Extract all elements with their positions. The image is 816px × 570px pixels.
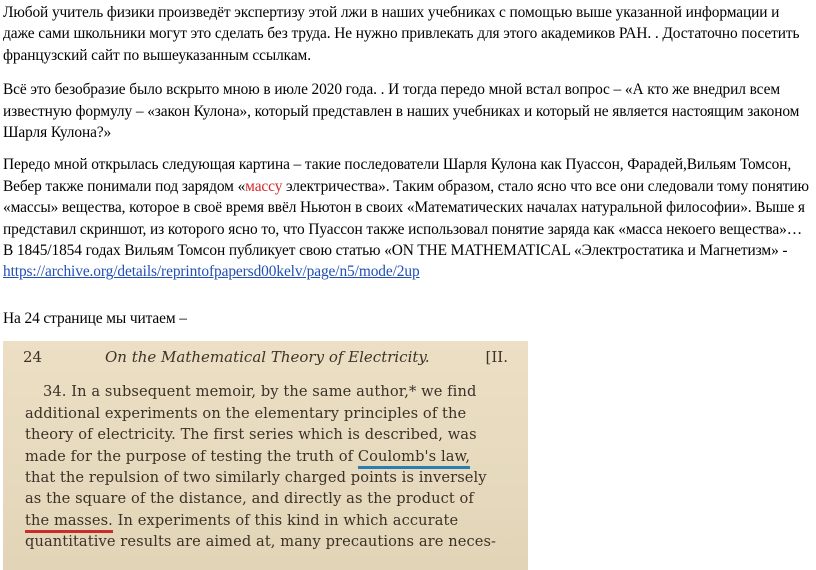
scan-line: quantitative results are aimed at, many precautions are neces- [25, 533, 497, 551]
scan-line: additional experiments on the elementary principles of the [25, 404, 467, 422]
underlined-the-masses: the masses. [25, 512, 113, 533]
paragraph-4: На 24 странице мы читаем – [3, 309, 187, 327]
underlined-coulombs-law: Coulomb's law, [358, 448, 470, 469]
archive-link[interactable]: https://archive.org/details/reprintofpapersd00kelv/page/n5/mode/2up [3, 263, 420, 281]
scan-line: as the square of the distance, and directly as the product of [25, 490, 474, 508]
scan-page-number: 24 [23, 348, 43, 367]
scan-text-block [25, 381, 515, 552]
scan-line: theory of electricity. The first series which is described, was [25, 426, 477, 444]
book-page-scan [3, 341, 528, 570]
scan-line [25, 446, 515, 467]
paragraph-3 [3, 154, 813, 282]
paragraph-3-text-start: Передо мной открылась следующая картина – такие последователи Шарля Кулона как Пуассон, Фарадей,Вильям Томсон, Вебер также понимали под зарядом « [3, 156, 792, 195]
scan-line: 34. In a subsequent memoir, by the same author,* we find [43, 383, 477, 401]
scan-running-title: On the Mathematical Theory of Electricity. [105, 348, 430, 367]
scan-line-text: In experiments of this kind in which accurate [112, 511, 459, 529]
scan-line: that the repulsion of two similarly charged points is inversely [25, 468, 487, 486]
scan-line [25, 510, 515, 531]
paragraph-2: Всё это безобразие было вскрыто мною в июле 2020 года. . И тогда передо мной встал вопрос – «А кто же внедрил всем известную формулу – «закон Кулона», который представлен в наших учебниках и который не является настоящим законом Шарля Кулона?» [3, 81, 800, 142]
scan-header [23, 348, 518, 370]
paragraph-1: Любой учитель физики произведёт экспертизу этой лжи в наших учебниках с помощью выше указанной информации и даже сами школьники могут это сделать без труда. Не нужно привлекать для этого академиков РАН. . Достаточно посетить французский сайт по вышеуказанным ссылкам. [3, 4, 800, 64]
scan-section-mark: [II. [485, 348, 508, 367]
scan-line-text: made for the purpose of testing the truth of [25, 447, 358, 465]
paragraph-3-text-middle: электричества». Таким образом, стало ясно что все они следовали тому понятию «массы» вещества, которое в своё время ввёл Ньютон в своих «Математических началах натуральной философии». Выше я представил скриншот, из которого ясно то, что Пуассон также использовал понятие заряда как «масса некоего вещества»… В 1845/1854 годах Вильям Томсон публикует свою статью «ON THE MATHEMATICAL «Электростатика и Магнетизм» - [3, 177, 809, 260]
document-body [3, 2, 813, 570]
highlighted-word: массу [245, 177, 283, 195]
